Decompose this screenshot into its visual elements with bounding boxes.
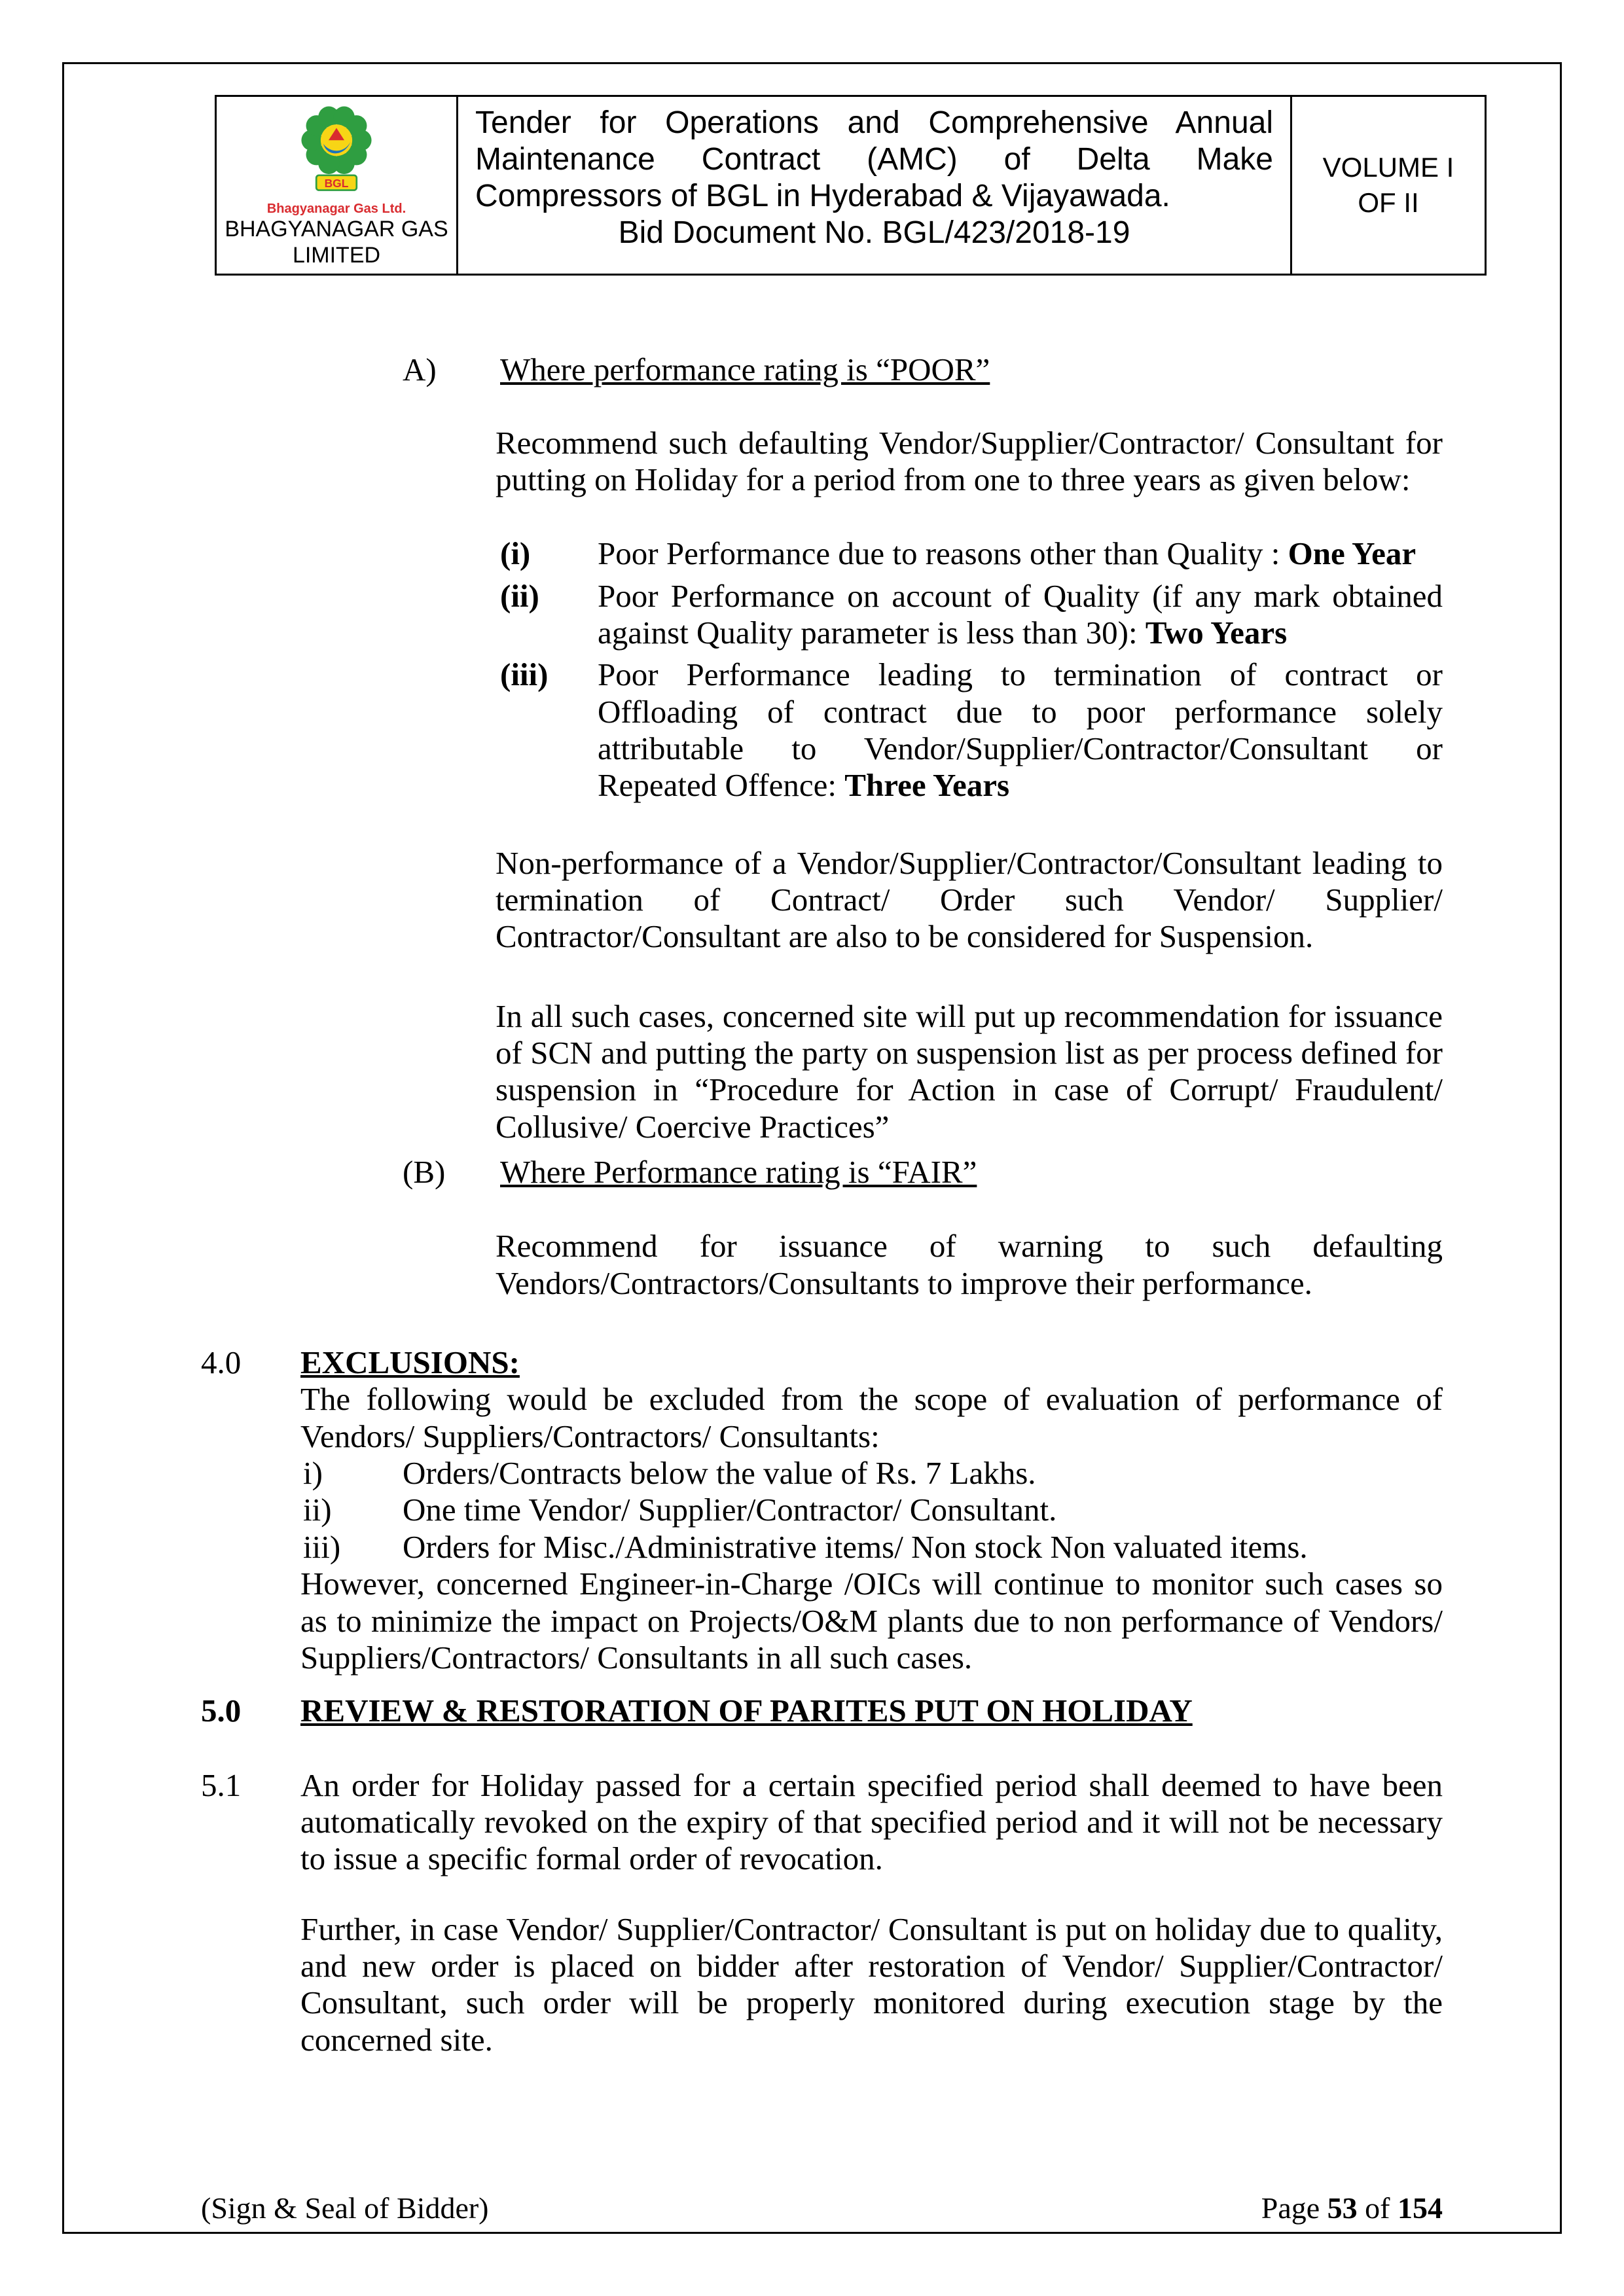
header-title-cell [456, 95, 1292, 276]
list-item-text: Poor Performance due to reasons other than Quality : [598, 535, 1288, 572]
volume-line1: VOLUME I [1322, 151, 1454, 183]
header-logo-cell [215, 95, 458, 276]
page-word: Page [1261, 2191, 1320, 2225]
list-item-label: iii) [303, 1528, 341, 1565]
page-number [1261, 2191, 1443, 2225]
document-title: Tender for Operations and Comprehensive Annual Maintenance Contract (AMC) of Delta Make Compressors of BGL in Hyderabad & Vijayawada. [475, 105, 1273, 214]
bgl-logo-icon [287, 103, 386, 202]
list-item-bold: Two Years [1145, 614, 1288, 651]
list-item-i [500, 535, 1443, 572]
volume-line2: OF II [1358, 187, 1419, 219]
exclusion-item-i [303, 1455, 1443, 1492]
document-header-table [215, 95, 1487, 276]
section-4-outro: However, concerned Engineer-in-Charge /OICs will continue to monitor such cases so as to minimize the impact on Projects/O&M plants due to non performance of Vendors/ Suppliers/Contractors/ Consultants in all such cases. [300, 1566, 1443, 1676]
section-b-heading-row [403, 1154, 1443, 1191]
section-5-1-row [201, 1767, 1443, 1878]
section-b-label: (B) [403, 1154, 446, 1191]
document-body [201, 351, 1443, 2058]
section-b-para: Recommend for issuance of warning to such defaulting Vendors/Contractors/Consultants to improve their performance. [496, 1228, 1443, 1301]
bid-document-number: Bid Document No. BGL/423/2018-19 [618, 215, 1130, 251]
section-a-list [201, 535, 1443, 804]
section-a-para-scn: In all such cases, concerned site will put up recommendation for issuance of SCN and putting the party on suspension list as per process defined for suspension in “Procedure for Action in case of Corrupt/ Fraudulent/ Collusive/ Coercive Practices” [496, 997, 1443, 1145]
list-item-text: Orders for Misc./Administrative items/ Non stock Non valuated items. [403, 1528, 1308, 1565]
exclusion-item-iii [303, 1528, 1443, 1566]
section-5-1-number: 5.1 [201, 1767, 242, 1803]
list-item-text: Orders/Contracts below the value of Rs. 7 Lakhs. [403, 1455, 1036, 1492]
list-item-bold: One Year [1288, 535, 1416, 572]
list-item-text: One time Vendor/ Supplier/Contractor/ Consultant. [403, 1492, 1057, 1528]
page-border-frame [62, 62, 1562, 2234]
list-item-label: (i) [500, 535, 531, 572]
page-footer [201, 2191, 1443, 2225]
section-a-heading-row [403, 351, 1443, 388]
total-pages-value: 154 [1398, 2191, 1443, 2225]
section-a-label: A) [403, 351, 437, 388]
section-4-intro: The following would be excluded from the scope of evaluation of performance of Vendors/ Suppliers/Contractors/ Consultants: [300, 1381, 1443, 1454]
section-a-intro: Recommend such defaulting Vendor/Supplier/Contractor/ Consultant for putting on Holiday for a period from one to three years as given below: [496, 424, 1443, 497]
of-word: of [1365, 2191, 1390, 2225]
section-5-heading: REVIEW & RESTORATION OF PARITES PUT ON HOLIDAY [300, 1693, 1193, 1729]
list-item-label: (iii) [500, 656, 549, 693]
list-item-label: (ii) [500, 577, 539, 614]
section-4-heading: EXCLUSIONS: [300, 1344, 520, 1381]
section-4-number: 4.0 [201, 1344, 242, 1381]
section-5-further-para: Further, in case Vendor/ Supplier/Contractor/ Consultant is put on holiday due to quality, and new order is placed on bidder after restoration of Vendor/ Supplier/Contractor/ Consultant, such order will be properly monitored during execution stage by the concerned site. [300, 1910, 1443, 2058]
list-item-iii [500, 656, 1443, 804]
page-number-value: 53 [1327, 2191, 1358, 2225]
section-a-heading: Where performance rating is “POOR” [500, 351, 990, 388]
list-item-ii [500, 577, 1443, 652]
section-b-heading: Where Performance rating is “FAIR” [500, 1154, 977, 1191]
exclusion-item-ii [303, 1492, 1443, 1528]
section-5-1-para: An order for Holiday passed for a certain specified period shall deemed to have been automatically revoked on the expiry of that specified period and it will not be necessary to issue a specific formal order of revocation. [300, 1767, 1443, 1877]
logo-caption: Bhagyanagar Gas Ltd. [266, 202, 406, 216]
list-item-text: Poor Performance leading to termination of contract or Offloading of contract due to poor performance solely attributable to Vendor/Supplier/Contractor/Consultant or Repeated Offence: [598, 656, 1443, 804]
company-name-line1: BHAGYANAGAR GAS [225, 217, 448, 242]
list-item-text: Poor Performance on account of Quality (if any mark obtained against Quality parameter is less than 30): [598, 577, 1443, 651]
company-name-line2: LIMITED [292, 243, 381, 268]
sign-seal-note: (Sign & Seal of Bidder) [201, 2191, 489, 2225]
section-5-number: 5.0 [201, 1693, 242, 1729]
list-item-label: i) [303, 1455, 323, 1492]
section-4-heading-row [201, 1344, 1443, 1381]
list-item-label: ii) [303, 1492, 332, 1528]
section-4-list [201, 1455, 1443, 1566]
section-5-heading-row [201, 1693, 1443, 1729]
list-item-bold: Three Years [844, 767, 1010, 804]
header-volume-cell [1290, 95, 1487, 276]
section-a-para-suspension: Non-performance of a Vendor/Supplier/Contractor/Consultant leading to termination of Contract/ Order such Vendor/ Supplier/ Contractor/Consultant are also to be considered for Suspension. [496, 844, 1443, 955]
logo-brand-text: BGL [324, 176, 349, 190]
